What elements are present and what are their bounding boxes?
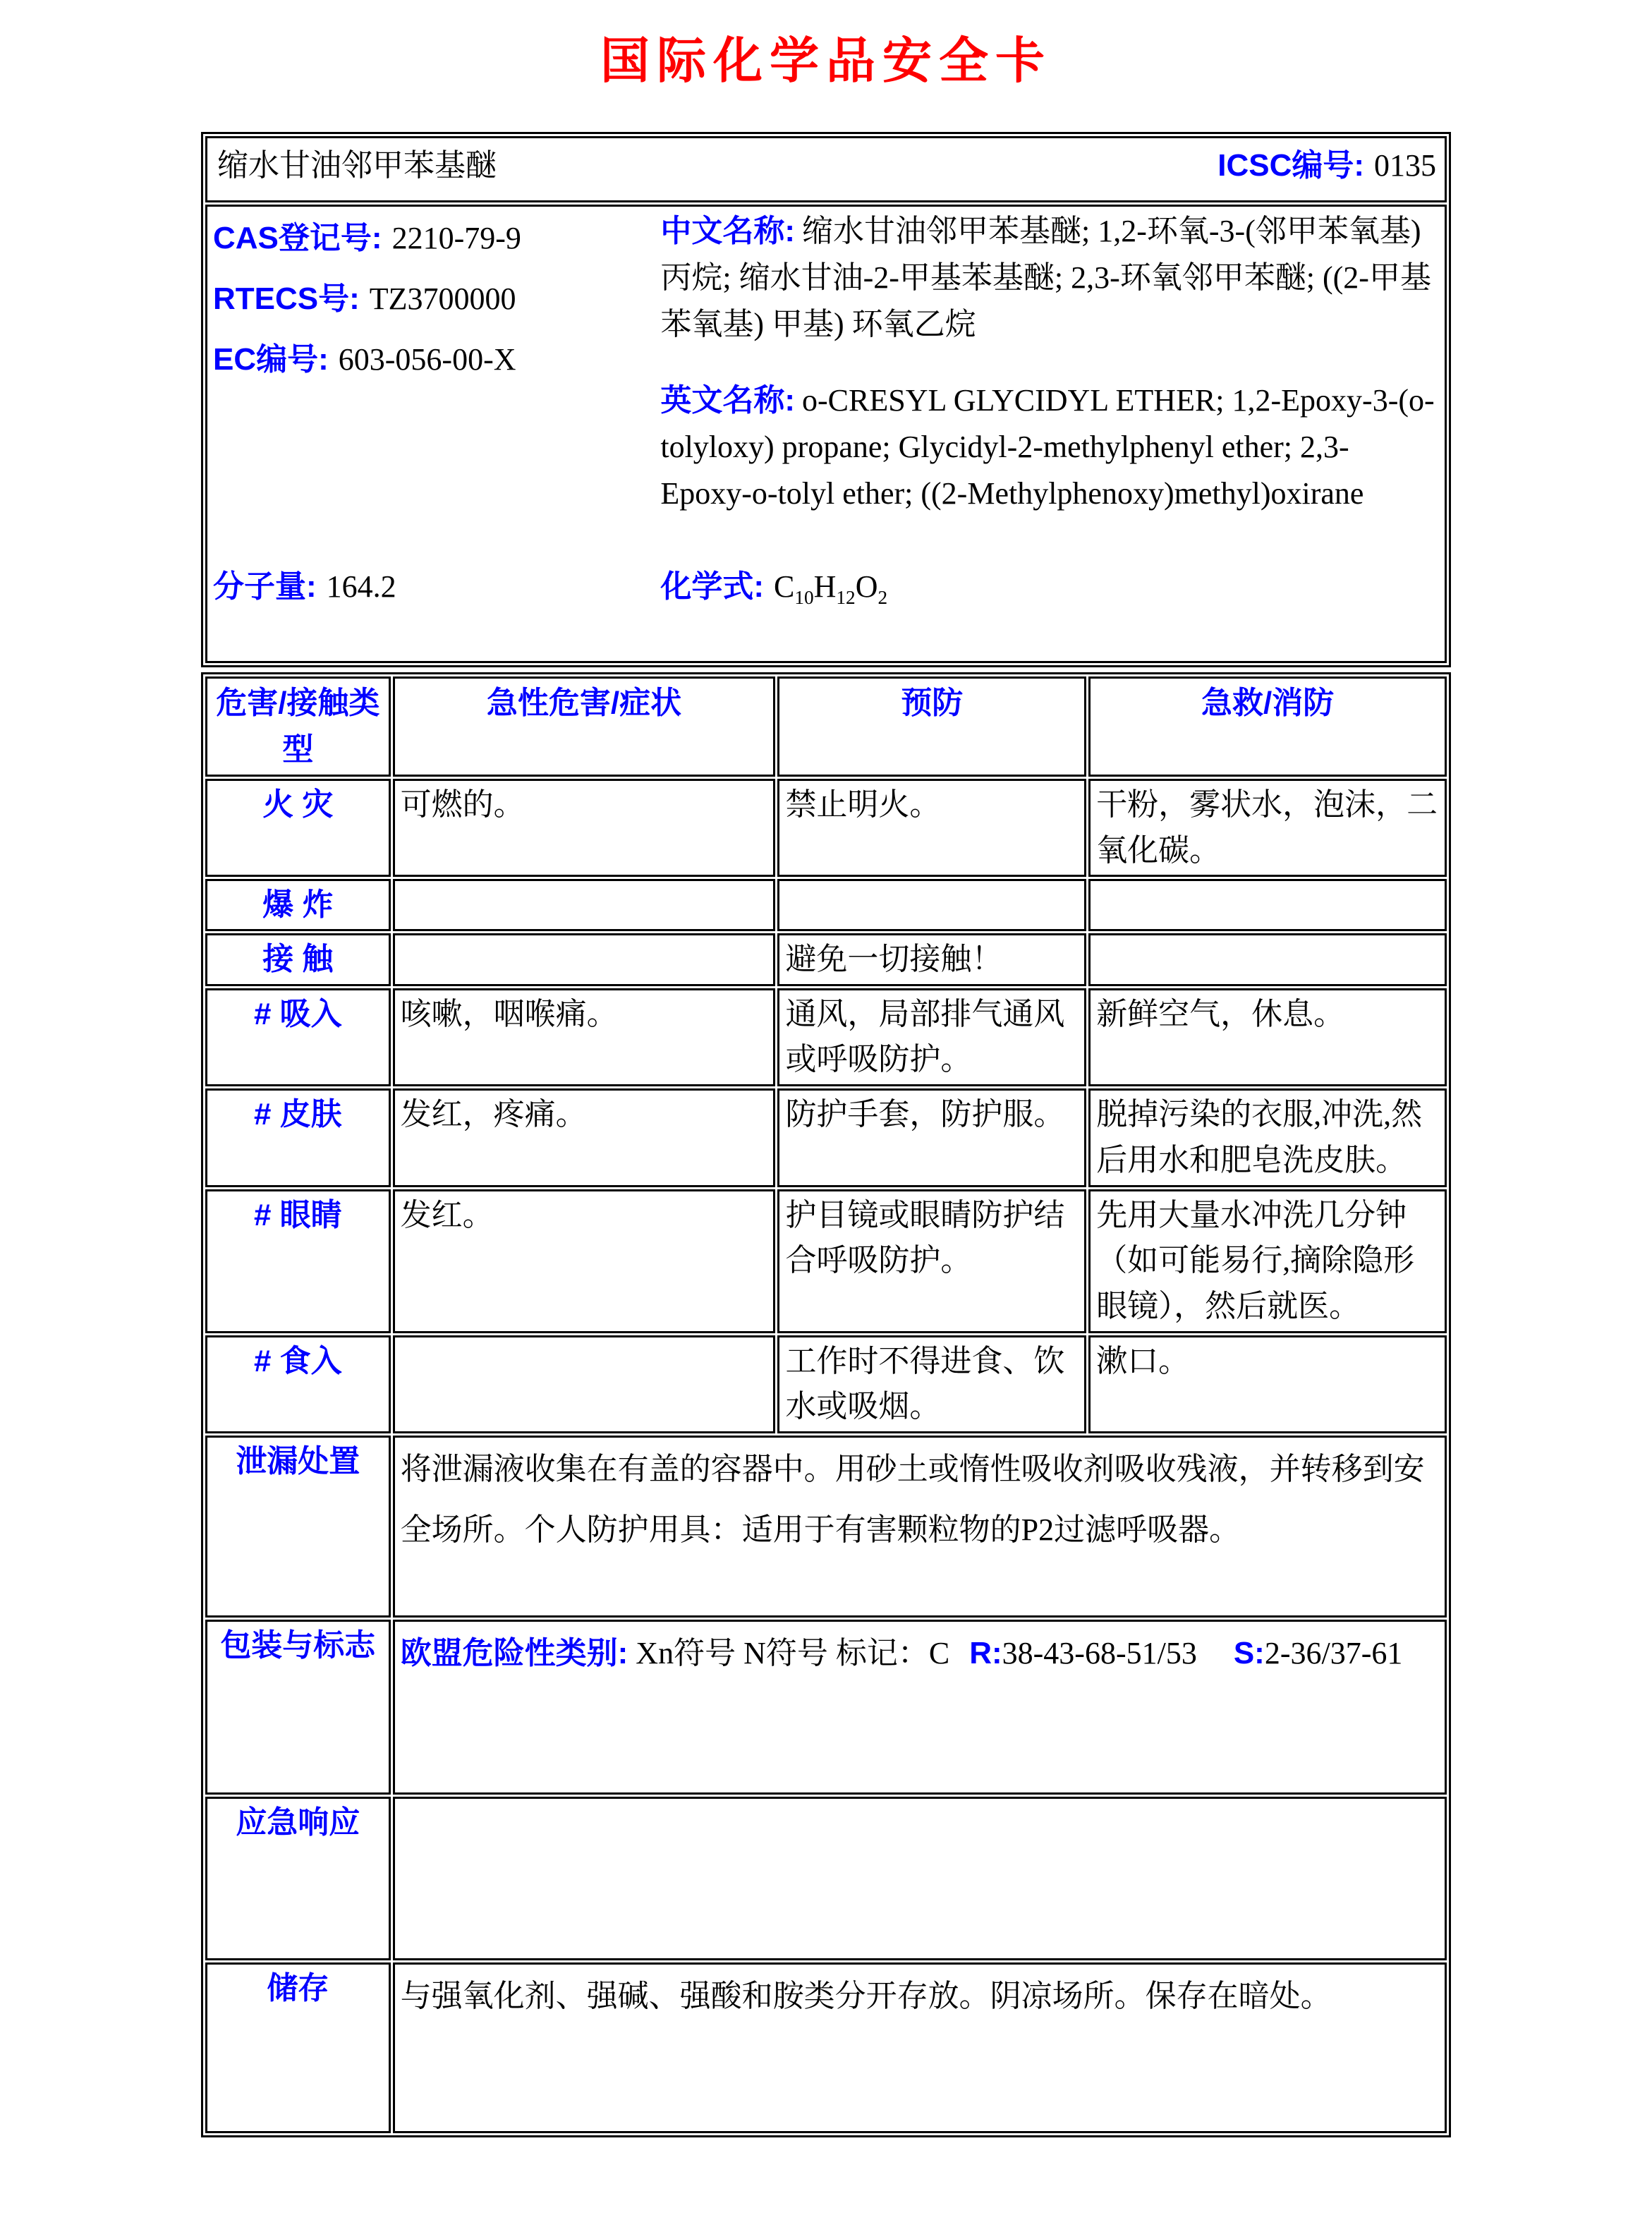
storage-text: 与强氧化剂、强碱、强酸和胺类分开存放。阴凉场所。保存在暗处。 xyxy=(393,1962,1447,2133)
fire-prevention: 禁止明火。 xyxy=(777,779,1086,877)
icsc-number-label: ICSC编号: xyxy=(1217,148,1364,183)
r-phrases-value: 38-43-68-51/53 xyxy=(1002,1635,1197,1670)
packaging-labeling-label: 包装与标志 xyxy=(205,1620,391,1795)
table-row-storage xyxy=(205,1962,1447,2133)
molecular-weight-value: 164.2 xyxy=(326,569,396,604)
spill-disposal-text: 将泄漏液收集在有盖的容器中。用砂土或惰性吸收剂吸收残液，并转移到安全场所。个人防护用具：适用于有害颗粒物的P2过滤呼吸器。 xyxy=(393,1436,1447,1618)
chemical-header-row xyxy=(205,136,1447,202)
chemical-info-cell xyxy=(205,205,1447,663)
header-prevention: 预防 xyxy=(777,676,1086,777)
rtecs-label: RTECS号: xyxy=(213,281,360,316)
spill-disposal-label: 泄漏处置 xyxy=(205,1436,391,1618)
chemical-formula xyxy=(660,561,887,606)
inhalation-aid: 新鲜空气，休息。 xyxy=(1088,988,1447,1086)
explosion-label: 爆 炸 xyxy=(205,879,391,931)
english-names xyxy=(660,377,1439,517)
chemical-name: 缩水甘油邻甲苯基醚 xyxy=(217,148,497,183)
hazard-header-row xyxy=(205,676,1447,777)
rtecs-value: TZ3700000 xyxy=(369,281,516,316)
eyes-prevention: 护目镜或眼睛防护结合呼吸防护。 xyxy=(777,1189,1086,1333)
skin-symptoms: 发红，疼痛。 xyxy=(393,1088,776,1187)
english-names-label: 英文名称: xyxy=(660,383,796,418)
skin-label: # 皮肤 xyxy=(205,1088,391,1187)
contact-symptoms xyxy=(393,933,776,986)
table-row-fire xyxy=(205,779,1447,877)
ec-number xyxy=(213,329,660,390)
ingestion-prevention: 工作时不得进食、饮水或吸烟。 xyxy=(777,1335,1086,1433)
packaging-labeling-text xyxy=(393,1620,1447,1795)
header-acute-symptoms: 急性危害/症状 xyxy=(393,676,776,777)
explosion-aid xyxy=(1088,879,1447,931)
table-row-spill-disposal xyxy=(205,1436,1447,1618)
hazard-table xyxy=(201,672,1451,2137)
header-hazard-type: 危害/接触类型 xyxy=(205,676,391,777)
table-row-packaging-labeling xyxy=(205,1620,1447,1795)
table-row-inhalation xyxy=(205,988,1447,1086)
table-row-contact xyxy=(205,933,1447,986)
eu-hazard-class-text: Xn符号 N符号 标记：C xyxy=(636,1635,950,1670)
ingestion-label: # 食入 xyxy=(205,1335,391,1433)
table-row-ingestion xyxy=(205,1335,1447,1433)
table-row-emergency-response xyxy=(205,1797,1447,1960)
explosion-symptoms xyxy=(393,879,776,931)
molecular-weight-label: 分子量: xyxy=(213,569,317,604)
molecular-weight xyxy=(213,561,660,606)
skin-aid: 脱掉污染的衣服,冲洗,然后用水和肥皂洗皮肤。 xyxy=(1088,1088,1447,1187)
emergency-response-label: 应急响应 xyxy=(205,1797,391,1960)
eu-hazard-class-label: 欧盟危险性类别: xyxy=(400,1635,628,1670)
chinese-names-label: 中文名称: xyxy=(660,214,796,248)
table-row-skin xyxy=(205,1088,1447,1187)
inhalation-label: # 吸入 xyxy=(205,988,391,1086)
icsc-number xyxy=(1217,140,1439,185)
eyes-aid: 先用大量水冲洗几分钟（如可能易行,摘除隐形眼镜），然后就医。 xyxy=(1088,1189,1447,1333)
cas-number xyxy=(213,208,660,269)
fire-symptoms: 可燃的。 xyxy=(393,779,776,877)
ingestion-symptoms xyxy=(393,1335,776,1433)
r-phrases-label: R: xyxy=(969,1635,1002,1670)
explosion-prevention xyxy=(777,879,1086,931)
skin-prevention: 防护手套，防护服。 xyxy=(777,1088,1086,1187)
s-phrases-value: 2-36/37-61 xyxy=(1264,1635,1403,1670)
cas-label: CAS登记号: xyxy=(213,221,382,255)
rtecs-number xyxy=(213,269,660,329)
storage-label: 储存 xyxy=(205,1962,391,2133)
ingestion-aid: 漱口。 xyxy=(1088,1335,1447,1433)
icsc-number-value: 0135 xyxy=(1374,148,1436,183)
fire-label: 火 灾 xyxy=(205,779,391,877)
chemical-properties xyxy=(213,561,1439,606)
inhalation-symptoms: 咳嗽，咽喉痛。 xyxy=(393,988,776,1086)
chinese-names-text: 缩水甘油邻甲苯基醚; 1,2-环氧-3-(邻甲苯氧基)丙烷; 缩水甘油-2-甲基苯基醚; 2,3-环氧邻甲苯醚; ((2-甲基苯氧基) 甲基) 环氧乙烷 xyxy=(660,214,1431,341)
emergency-response-text xyxy=(393,1797,1447,1960)
table-row-explosion xyxy=(205,879,1447,931)
registry-identifiers xyxy=(213,208,660,517)
chemical-header-cell xyxy=(205,136,1447,202)
page-title: 国际化学品安全卡 xyxy=(600,35,1052,89)
contact-label: 接 触 xyxy=(205,933,391,986)
inhalation-prevention: 通风，局部排气通风或呼吸防护。 xyxy=(777,988,1086,1086)
contact-prevention: 避免一切接触！ xyxy=(777,933,1086,986)
chemical-formula-value: $C_{10}H_{12}O_2$ xyxy=(774,569,888,608)
fire-aid: 干粉，雾状水，泡沫，二氧化碳。 xyxy=(1088,779,1447,877)
chemical-formula-label: 化学式: xyxy=(660,569,765,604)
cas-value: 2210-79-9 xyxy=(391,221,521,255)
eyes-label: # 眼睛 xyxy=(205,1189,391,1333)
header-first-aid: 急救/消防 xyxy=(1088,676,1447,777)
eyes-symptoms: 发红。 xyxy=(393,1189,776,1333)
chemical-names xyxy=(660,208,1439,517)
identification-table xyxy=(201,132,1451,667)
s-phrases-label: S: xyxy=(1233,1635,1265,1670)
ec-value: 603-056-00-X xyxy=(338,341,516,377)
ec-label: EC编号: xyxy=(213,341,329,377)
chemical-info-row xyxy=(205,205,1447,663)
english-names-text: o-CRESYL GLYCIDYL ETHER; 1,2-Epoxy-3-(o-tolyloxy) propane; Glycidyl-2-methylphenyl ether; 2,3-Epoxy-o-tolyl ether; ((2-Methylphenoxy)methyl)oxirane xyxy=(660,383,1435,511)
table-row-eyes xyxy=(205,1189,1447,1333)
chinese-names xyxy=(660,208,1439,348)
contact-aid xyxy=(1088,933,1447,986)
